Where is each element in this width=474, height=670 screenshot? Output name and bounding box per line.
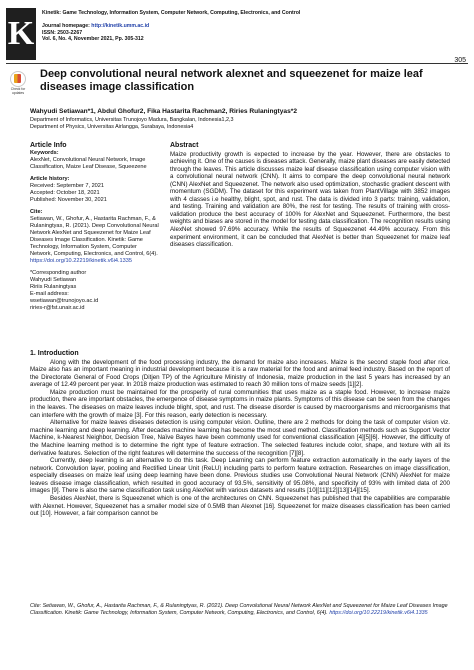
- intro-paragraph-4: Currently, deep learning is an alternative to do this task. Deep Learning can perform feature extraction automatically in the early layers of the network. Convolution layer, pooling and Rectified Linear Unit (ReLU) including parts to perform feature extraction. Researches on image classification, especially diseases on maize leaf using deep learning have been done. Previous studies use Convolutional Neural Network (CNN) AlexNet for maize leaves disease image classification, which resulted in good accuracy of 93.5%, sensitivity of 95.08%, and specificity of 93% with limited data of 200 images [9]. There is also the same classification task using AlexNet with various datasets and results [10][11][12][13][14][15].: [30, 457, 450, 495]
- introduction-section: [30, 350, 450, 518]
- abstract-text: Maize productivity growth is expected to increase by the year. However, there are obstacles to achieving it. One of the causes is diseases attack. Generally, maize plant diseases are easily detected through the leaves. This article discusses maize leaf disease classification using computer vision with a convolutional neural network (CNN). It aims to compare the deep convolutional neural network (CNN) AlexNet and Squeezenet. The network also used optimization, stochastic gradient descent with momentum (SGDM). The dataset for this experiment was taken from PlantVillage with 3852 images with 4 classes i.e healthy, blight, spot, and rust. The data is divided into 3 parts: training, validation, and testing. Training and validation are 80%, the rest for testing. The results of training with cross-validation produce the best accuracy of 100% for AlexNet and Squeezenet. Furthermore, the best weights and biases are stored in the model for testing data classification. The recognition results using AlexNet showed 97.69% accuracy. While the results of Squeezenet 44.49% accuracy. From this experiment environment, it can be concluded that AlexNet is better than Squeezenet for maize leaf diseases classification.: [170, 150, 450, 249]
- intro-paragraph-1: Along with the development of the food processing industry, the demand for maize also increases. Maize is the second staple food after rice. Maize also has an important meaning in industrial development because it is a raw material for the food and animal feed industry. Based on the report of the Directorate General of Food Crops (Ditjen TP) of the Agriculture Ministry of Indonesia, maize production in the last 5 years has increased by an average of 12.49 percent per year. In 2018 maize production was estimated to reach 30 million tons of maize seeds [1][2].: [30, 358, 450, 389]
- affiliation-2: Department of Physics, Universitas Airlangga, Surabaya, Indonesia4: [30, 124, 194, 130]
- journal-homepage-label: Journal homepage:: [42, 23, 92, 29]
- history-label: Article history:: [30, 176, 70, 182]
- footer-cite-text: Cite: Setiawan, W., Ghofur, A., Hastarita Rachman, F., & Rulaningtyas, R. (2021). Deep Convolutional Neural Network AlexNet and Squeezenet for Maize Leaf Diseases Image Classification. Kinetik: Game Technology, Information System, Computer Network, Computing, Electronics, and Control, 6(4).: [30, 603, 448, 616]
- footer-citation: [30, 603, 450, 616]
- corresponding-label: *Corresponding author: [30, 270, 87, 276]
- email-2[interactable]: riries-r@fst.unair.ac.id: [30, 305, 85, 311]
- article-info-heading: Article Info: [30, 142, 67, 149]
- check-updates-label: Check for updates: [10, 87, 26, 95]
- abstract-heading: Abstract: [170, 142, 199, 149]
- corresponding-name-1: Wahyudi Setiawan: [30, 277, 77, 283]
- affiliation-1: Department of Informatics, Universitas Trunojoyo Madura, Bangkalan, Indonesia1,2,3: [30, 117, 234, 123]
- header-rule: [6, 63, 468, 64]
- cite-text: Setiawan, W., Ghofur, A., Hastarita Rachman, F., & Rulaningtyas, R. (2021). Deep Convolutional Neural Network AlexNet and Squeezenet for Maize Leaf Diseases Image Classification. Kinetik: Game Technology, Information System, Computer Network, Computing, Electronics, and Control, 6(4).: [30, 216, 159, 257]
- intro-paragraph-5: Besides AlexNet, there is Squeezenet which is one of the architectures on CNN. Squeezenet has published that the capabilities are comparable with Alexnet. However, Squeezenet has a smaller model size of 0.5MB than Alexnet [16]. Squeezenet for maize diseases classification has been carried out [10]. However, a fair comparison cannot be: [30, 494, 450, 518]
- received-date: Received: September 7, 2021: [30, 183, 105, 189]
- check-for-updates-badge[interactable]: [8, 71, 28, 95]
- article-info-column: [30, 142, 160, 312]
- page-number: 305: [454, 57, 466, 64]
- corresponding-name-2: Ririis Rulaningtyas: [30, 284, 77, 290]
- keywords-text: AlexNet, Convolutional Neural Network, Image Classification, Maize Leaf Disease, Squeezene: [30, 157, 147, 170]
- paper-title: Deep convolutional neural network alexnet and squeezenet for maize leaf diseases image classification: [40, 68, 423, 93]
- check-updates-icon: [10, 71, 26, 87]
- abstract-column: [170, 142, 450, 249]
- journal-title: Kinetik: Game Technology, Information System, Computer Network, Computing, Electronics, and Control: [42, 10, 301, 16]
- journal-volume: Vol. 6, No. 4, November 2021, Pp. 305-312: [42, 36, 144, 43]
- intro-paragraph-3: Alternative for maize leaves diseases detection is using computer vision. Outline, there are 2 methods for doing the task of computer vision viz. machine learning and deep learning. After decades machine learning has become the most used method. Classification methods such as Support Vector Machine, k-Nearest Neighbor, Decision Tree, Naïve Bayes have been commonly used for conventional classification [4][5][6]. However, the difficulty of the Machine learning method is to determine the right type of feature extraction. The selected features include color, shape, and texture with all its derivative features. Selection of the right features will determine the success of the recognition [7][8].: [30, 419, 450, 457]
- email-label: E-mail address:: [30, 291, 69, 297]
- introduction-heading: 1. Introduction: [30, 350, 79, 357]
- published-date: Published: November 30, 2021: [30, 197, 107, 203]
- paper-authors: Wahyudi Setiawan*1, Abdul Ghofur2, Fika Hastarita Rachman2, Riries Rulaningtyas*2: [30, 108, 297, 115]
- accepted-date: Accepted: October 18, 2021: [30, 190, 100, 196]
- cite-label: Cite:: [30, 209, 43, 215]
- journal-logo: K: [6, 8, 36, 60]
- journal-issn: ISSN: 2503-2267: [42, 29, 83, 36]
- keywords-label: Keywords:: [30, 150, 59, 156]
- journal-header: [6, 6, 468, 62]
- footer-doi-link[interactable]: https://doi.org/10.22219/kinetik.v6i4.1335: [329, 609, 428, 616]
- cite-doi-link[interactable]: https://doi.org/10.22219/kinetik.v6i4.1335: [30, 258, 133, 264]
- intro-paragraph-2: Maize production must be maintained for the prosperity of rural communities that uses maize as a staple food. However, to increase maize production, there are important obstacles, the emergence of disease symptoms in maize plants. Symptoms of this disease can be seen from the changes in the leaves. The diseases on maize leaves include blight, spot, and rust. The disease disorder is caused by macroorganisms and microorganisms that can interfere with the growth of maize [3]. For this reason, early detection is necessary.: [30, 388, 450, 419]
- journal-homepage: [42, 23, 149, 30]
- email-1[interactable]: wsetiawan@trunojoyo.ac.id: [30, 298, 99, 304]
- journal-homepage-link[interactable]: http://kinetik.umm.ac.id: [91, 23, 150, 29]
